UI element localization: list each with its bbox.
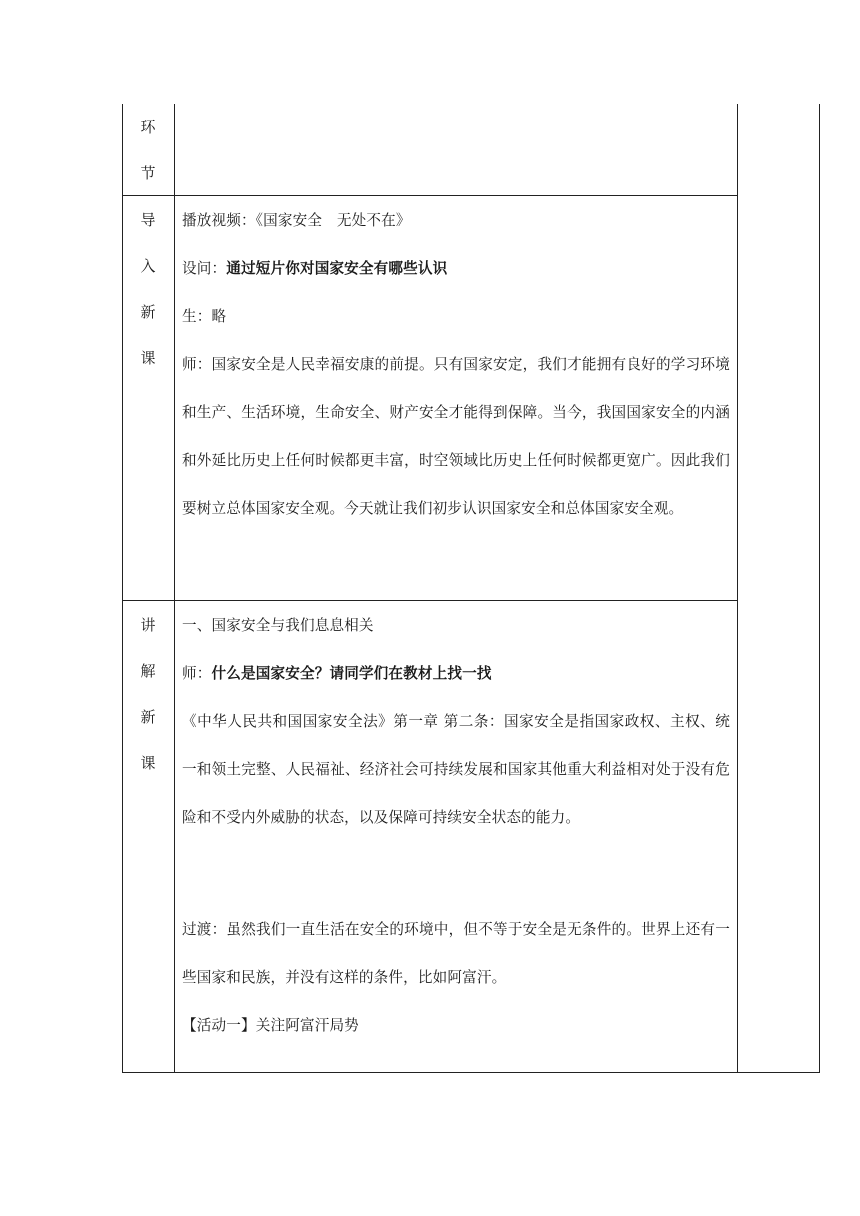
blank-spacer [182,842,730,906]
table-border-label-divider [174,104,175,1072]
intro-row-label [122,197,174,381]
label-char: 入 [140,257,156,275]
label-char: 节 [140,164,156,182]
label-char: 讲 [140,616,156,634]
question-line [182,245,730,293]
question-bold-text: 通过短片你对国家安全有哪些认识 [226,260,448,277]
lecture-row-label [122,602,174,786]
header-row-label [122,104,174,196]
label-char: 环 [140,118,156,136]
question-prefix: 设问： [182,260,227,277]
video-line [182,197,730,245]
student-text: 生：略 [182,308,227,325]
table-row-divider-2 [122,600,737,601]
intro-row-content [182,197,730,533]
label-char: 课 [140,349,156,367]
label-char: 新 [140,303,156,321]
table-row-divider-1 [122,195,737,196]
teacher-question-line [182,650,730,698]
table-border-right [819,104,820,1072]
section-title: 一、国家安全与我们息息相关 [182,617,374,634]
label-char: 导 [140,211,156,229]
teacher-question-prefix: 师： [182,665,212,682]
table-border-bottom [122,1072,820,1073]
teacher-paragraph: 师：国家安全是人民幸福安康的前提。只有国家安定，我们才能拥有良好的学习环境和生产、生活环境，生命安全、财产安全才能得到保障。当今，我国国家安全的内涵和外延比历史上任何时候都更丰富，时空领域比历史上任何时候都更宽广。因此我们要树立总体国家安全观。今天就让我们初步认识国家安全和总体国家安全观。 [182,356,730,517]
table-border-content-divider [737,104,738,1072]
lecture-row-content [182,602,730,1050]
label-char: 解 [140,662,156,680]
label-char: 新 [140,708,156,726]
transition-paragraph: 过渡：虽然我们一直生活在安全的环境中，但不等于安全是无条件的。世界上还有一些国家和民族，并没有这样的条件，比如阿富汗。 [182,921,730,986]
label-char: 课 [140,754,156,772]
activity-line: 【活动一】关注阿富汗局势 [182,1017,359,1034]
teacher-question-bold: 什么是国家安全？请同学们在教材上找一找 [211,665,492,682]
video-text: 播放视频：《国家安全 无处不在》 [182,212,411,229]
student-line [182,293,730,341]
law-paragraph: 《中华人民共和国国家安全法》第一章 第二条：国家安全是指国家政权、主权、统一和领土完整、人民福祉、经济社会可持续发展和国家其他重大利益相对处于没有危险和不受内外威胁的状态，以及保障可持续安全状态的能力。 [182,713,730,826]
